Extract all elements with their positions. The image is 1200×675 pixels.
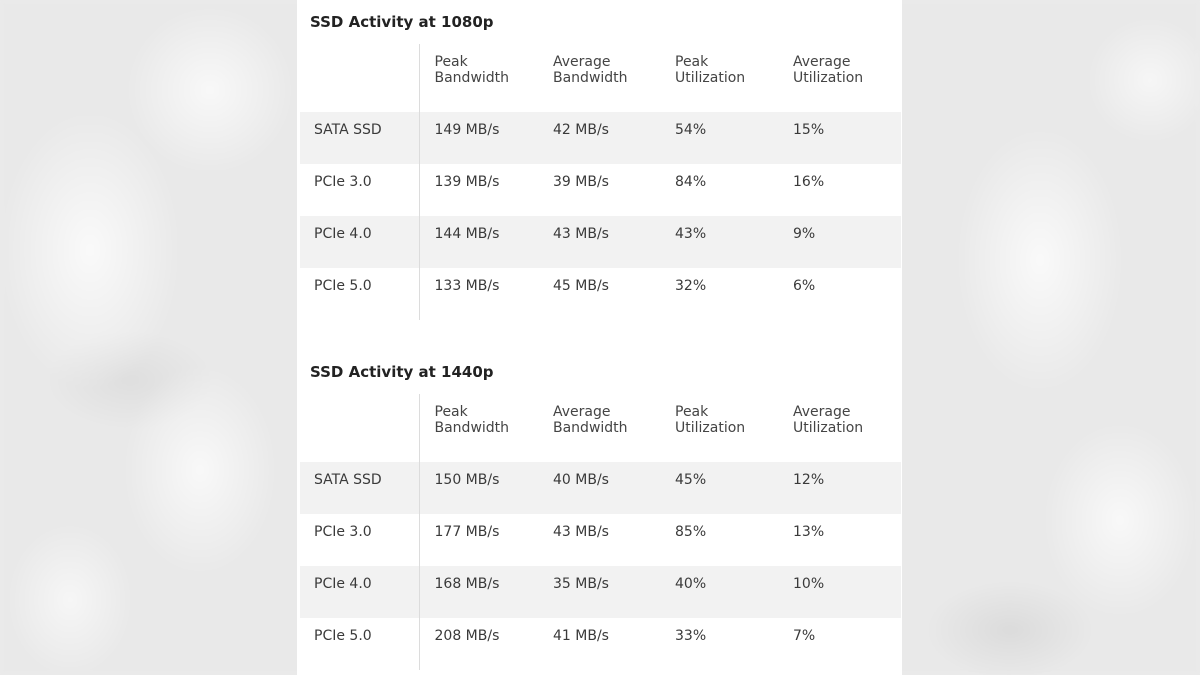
table-cell: 43 MB/s: [538, 514, 660, 566]
table-cell: 6%: [778, 268, 901, 320]
row-label: PCIe 4.0: [300, 566, 419, 618]
table-cell: 150 MB/s: [419, 462, 538, 514]
row-label: PCIe 5.0: [300, 618, 419, 670]
table-cell: 208 MB/s: [419, 618, 538, 670]
table-cell: 84%: [660, 164, 778, 216]
table-cell: 42 MB/s: [538, 112, 660, 164]
table-cell: 40%: [660, 566, 778, 618]
table-cell: 149 MB/s: [419, 112, 538, 164]
table-cell: 39 MB/s: [538, 164, 660, 216]
row-label: PCIe 3.0: [300, 164, 419, 216]
header-average-bandwidth: Average Bandwidth: [553, 404, 628, 436]
table-1080p: [300, 44, 902, 320]
header-peak-utilization: Peak Utilization: [675, 54, 746, 86]
table-cell: 10%: [778, 566, 901, 618]
table-cell: 7%: [778, 618, 901, 670]
header-cell: [300, 44, 419, 112]
header-peak-bandwidth: Peak Bandwidth: [434, 54, 510, 86]
table-cell: 133 MB/s: [419, 268, 538, 320]
table-cell: 15%: [778, 112, 901, 164]
header-average-utilization: Average Utilization: [793, 404, 864, 436]
table-cell: 35 MB/s: [538, 566, 660, 618]
table-row: [300, 566, 901, 618]
header-peak-utilization: Peak Utilization: [675, 404, 746, 436]
table-cell: 16%: [778, 164, 901, 216]
table-1440p: [300, 394, 902, 670]
table-cell: 144 MB/s: [419, 216, 538, 268]
article-panel: [297, 0, 902, 675]
row-label: SATA SSD: [300, 462, 419, 514]
table-cell: 40 MB/s: [538, 462, 660, 514]
table-cell: 139 MB/s: [419, 164, 538, 216]
row-label: PCIe 3.0: [300, 514, 419, 566]
header-row: [300, 394, 901, 462]
table-cell: 45%: [660, 462, 778, 514]
table-cell: 168 MB/s: [419, 566, 538, 618]
table-cell: 43%: [660, 216, 778, 268]
table-cell: 13%: [778, 514, 901, 566]
table-cell: 177 MB/s: [419, 514, 538, 566]
table-title-1440p: SSD Activity at 1440p: [310, 363, 494, 381]
table-cell: 45 MB/s: [538, 268, 660, 320]
table-row: [300, 618, 901, 670]
header-peak-bandwidth: Peak Bandwidth: [434, 404, 510, 436]
table-row: [300, 112, 901, 164]
header-average-utilization: Average Utilization: [793, 54, 864, 86]
table-cell: 85%: [660, 514, 778, 566]
row-label: PCIe 5.0: [300, 268, 419, 320]
table-row: [300, 514, 901, 566]
table-cell: 32%: [660, 268, 778, 320]
header-average-bandwidth: Average Bandwidth: [553, 54, 628, 86]
table-row: [300, 268, 901, 320]
table-row: [300, 216, 901, 268]
header-row: [300, 44, 901, 112]
table-row: [300, 462, 901, 514]
row-label: SATA SSD: [300, 112, 419, 164]
row-label: PCIe 4.0: [300, 216, 419, 268]
table-row: [300, 164, 901, 216]
table-cell: 9%: [778, 216, 901, 268]
table-cell: 33%: [660, 618, 778, 670]
table-cell: 54%: [660, 112, 778, 164]
table-cell: 12%: [778, 462, 901, 514]
table-title-1080p: SSD Activity at 1080p: [310, 13, 494, 31]
table-cell: 43 MB/s: [538, 216, 660, 268]
table-cell: 41 MB/s: [538, 618, 660, 670]
header-cell: [300, 394, 419, 462]
